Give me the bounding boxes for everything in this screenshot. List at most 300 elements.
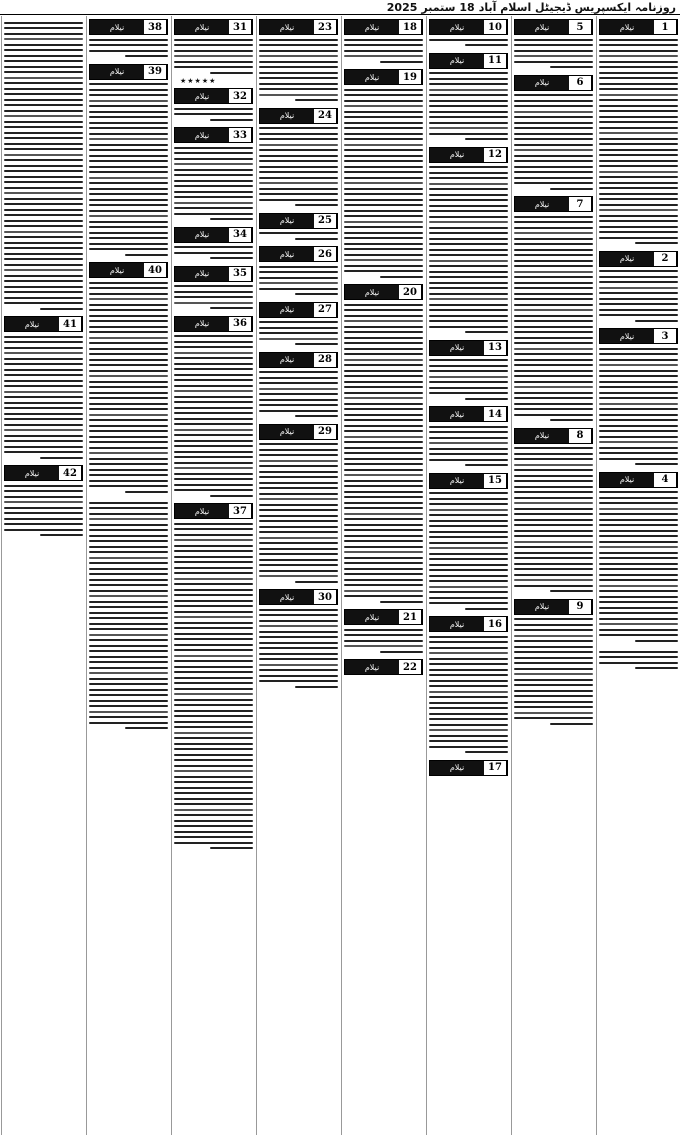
text-line (174, 285, 253, 287)
text-line (514, 568, 593, 570)
text-line (89, 551, 168, 553)
text-line (344, 419, 423, 421)
notice-label: نیلام (345, 285, 399, 299)
text-line (4, 33, 83, 35)
text-line (344, 331, 423, 333)
text-line (514, 585, 593, 587)
text-line (429, 647, 508, 649)
notice-label: نیلام (260, 109, 314, 123)
text-line (89, 237, 168, 239)
notice-number: 40 (144, 263, 167, 277)
text-line (429, 365, 508, 367)
notice-label: نیلام (430, 617, 484, 631)
text-line (514, 673, 593, 675)
text-line (599, 425, 678, 427)
text-line (514, 271, 593, 273)
text-line (550, 419, 593, 421)
text-line (295, 686, 338, 688)
notice-number: 28 (314, 353, 337, 367)
text-line (174, 467, 253, 469)
text-line (429, 271, 508, 273)
text-line (514, 397, 593, 399)
text-line (514, 44, 593, 46)
text-line (89, 144, 168, 146)
notice-header (514, 75, 593, 91)
text-line (4, 159, 83, 161)
text-line (4, 231, 83, 233)
text-line (429, 227, 508, 229)
text-line (429, 320, 508, 322)
text-line (174, 374, 253, 376)
text-line (259, 449, 338, 451)
text-line (429, 205, 508, 207)
text-line (429, 680, 508, 682)
text-line (89, 612, 168, 614)
notice-label: نیلام (600, 329, 654, 343)
text-line (4, 165, 83, 167)
text-line (89, 667, 168, 669)
text-line (89, 386, 168, 388)
text-line (174, 147, 253, 149)
text-line (4, 507, 83, 509)
notice-item (512, 16, 595, 72)
notice-number: 4 (654, 473, 677, 487)
notice-number: 35 (229, 267, 252, 281)
text-line (174, 583, 253, 585)
text-line (4, 99, 83, 101)
text-line (174, 688, 253, 690)
text-line (344, 491, 423, 493)
text-line (344, 348, 423, 350)
text-line (259, 658, 338, 660)
notice-label: نیلام (515, 20, 569, 34)
text-line (174, 754, 253, 756)
notice-body (89, 39, 168, 58)
text-line (599, 574, 678, 576)
text-line (429, 536, 508, 538)
text-line (429, 691, 508, 693)
text-line (344, 237, 423, 239)
text-line (344, 166, 423, 168)
stars-ornament: ★★★★★ (180, 77, 217, 85)
text-line (259, 377, 338, 379)
text-line (4, 424, 83, 426)
text-line (259, 548, 338, 550)
notice-item (427, 50, 510, 144)
text-line (380, 601, 423, 603)
text-line (599, 127, 678, 129)
text-line (174, 352, 253, 354)
notice-number: 9 (569, 600, 592, 614)
text-line (4, 198, 83, 200)
text-line (344, 221, 423, 223)
text-line (429, 105, 508, 107)
text-line (259, 133, 338, 135)
notice-number: 36 (229, 317, 252, 331)
text-line (514, 353, 593, 355)
notice-item (257, 16, 340, 105)
column-8 (1, 16, 85, 1135)
text-line (599, 193, 678, 195)
text-line (4, 496, 83, 498)
notice-number: 41 (59, 317, 82, 331)
notice-body (344, 304, 423, 603)
text-line (174, 622, 253, 624)
text-line (344, 243, 423, 245)
text-line (4, 286, 83, 288)
text-line (429, 183, 508, 185)
notice-item (172, 500, 255, 853)
notice-header (429, 53, 508, 69)
notice-number: 30 (314, 590, 337, 604)
text-line (344, 397, 423, 399)
notice-item (427, 403, 510, 470)
text-line (344, 557, 423, 559)
text-line (514, 557, 593, 559)
text-line (514, 684, 593, 686)
text-line (599, 612, 678, 614)
text-line (514, 706, 593, 708)
text-line (259, 94, 338, 96)
text-line (259, 471, 338, 473)
text-line (174, 163, 253, 165)
text-line (429, 558, 508, 560)
text-line (344, 44, 423, 46)
text-line (514, 282, 593, 284)
notice-header (344, 284, 423, 300)
text-line (344, 573, 423, 575)
text-line (344, 155, 423, 157)
notice-number: 5 (569, 20, 592, 34)
text-line (174, 765, 253, 767)
notice-label: نیلام (5, 466, 59, 480)
text-line (89, 155, 168, 157)
notice-body (429, 359, 508, 400)
text-line (344, 254, 423, 256)
text-line (429, 304, 508, 306)
text-line (174, 770, 253, 772)
text-line (174, 346, 253, 348)
notice-body (174, 523, 253, 850)
notice-number: 26 (314, 247, 337, 261)
text-line (174, 545, 253, 547)
text-line (514, 668, 593, 670)
text-line (174, 528, 253, 530)
notice-header (429, 340, 508, 356)
notice-header (599, 328, 678, 344)
text-line (4, 38, 83, 40)
text-line (635, 667, 678, 669)
text-line (259, 166, 338, 168)
text-line (514, 309, 593, 311)
text-line (599, 176, 678, 178)
text-line (635, 242, 678, 244)
text-line (344, 193, 423, 195)
text-line (174, 169, 253, 171)
text-line (174, 39, 253, 41)
text-line (344, 518, 423, 520)
text-line (89, 650, 168, 652)
text-line (4, 27, 83, 29)
text-line (259, 460, 338, 462)
text-line (429, 100, 508, 102)
notice-body (89, 83, 168, 256)
text-line (4, 385, 83, 387)
text-line (429, 282, 508, 284)
text-line (89, 590, 168, 592)
text-line (514, 480, 593, 482)
text-line (599, 502, 678, 504)
text-line (89, 359, 168, 361)
text-line (259, 609, 338, 611)
notice-label: نیلام (345, 70, 399, 84)
text-line (599, 397, 678, 399)
text-line (429, 177, 508, 179)
text-line (514, 348, 593, 350)
text-line (514, 469, 593, 471)
text-line (514, 695, 593, 697)
text-line (89, 678, 168, 680)
notice-body (599, 39, 678, 245)
text-line (174, 202, 253, 204)
text-line (4, 352, 83, 354)
text-line (89, 177, 168, 179)
text-line (259, 327, 338, 329)
text-line (259, 232, 338, 234)
text-line (344, 403, 423, 405)
notice-header (174, 503, 253, 519)
notice-label: نیلام (260, 20, 314, 34)
text-line (599, 590, 678, 592)
text-line (174, 655, 253, 657)
notice-label: نیلام (600, 252, 654, 266)
text-line (599, 309, 678, 311)
notice-item (257, 105, 340, 210)
text-line (344, 529, 423, 531)
text-line (89, 89, 168, 91)
text-line (429, 254, 508, 256)
text-line (599, 392, 678, 394)
text-line (599, 61, 678, 63)
text-line (259, 443, 338, 445)
text-line (344, 502, 423, 504)
text-line (514, 541, 593, 543)
notice-body (344, 39, 423, 63)
text-line (259, 149, 338, 151)
text-line (344, 259, 423, 261)
text-line (514, 138, 593, 140)
text-line (174, 611, 253, 613)
text-line (174, 556, 253, 558)
text-line (4, 369, 83, 371)
text-line (259, 188, 338, 190)
text-line (465, 331, 508, 333)
text-line (344, 441, 423, 443)
text-line (174, 605, 253, 607)
text-line (514, 238, 593, 240)
text-line (550, 723, 593, 725)
text-line (514, 105, 593, 107)
text-line (514, 364, 593, 366)
text-line (4, 176, 83, 178)
notice-number: 21 (399, 610, 422, 624)
text-line (259, 680, 338, 682)
text-line (210, 847, 253, 849)
notice-header (514, 19, 593, 35)
text-line (89, 700, 168, 702)
text-line (4, 518, 83, 520)
text-line (4, 523, 83, 525)
notice-item (87, 496, 170, 733)
text-line (514, 122, 593, 124)
notice-item (597, 325, 680, 469)
text-line (599, 292, 678, 294)
text-line (599, 557, 678, 559)
text-line (89, 309, 168, 311)
text-line (4, 225, 83, 227)
text-line (295, 238, 338, 240)
text-line (514, 546, 593, 548)
text-line (89, 243, 168, 245)
text-line (174, 809, 253, 811)
text-line (599, 132, 678, 134)
notice-label: نیلام (600, 473, 654, 487)
notice-header (259, 302, 338, 318)
notice-item (597, 469, 680, 646)
text-line (344, 315, 423, 317)
text-line (259, 542, 338, 544)
text-line (174, 792, 253, 794)
text-line (599, 66, 678, 68)
text-line (89, 507, 168, 509)
text-line (174, 50, 253, 52)
notice-header (174, 127, 253, 143)
text-line (429, 531, 508, 533)
text-line (4, 104, 83, 106)
text-line (344, 210, 423, 212)
text-line (599, 187, 678, 189)
notice-header (259, 19, 338, 35)
notice-header (344, 609, 423, 625)
text-line (174, 363, 253, 365)
text-line (429, 210, 508, 212)
text-line (174, 682, 253, 684)
text-line (259, 454, 338, 456)
text-line (174, 185, 253, 187)
text-line (89, 100, 168, 102)
text-line (4, 275, 83, 277)
text-line (429, 520, 508, 522)
text-line (429, 127, 508, 129)
text-line (550, 188, 593, 190)
text-line (259, 531, 338, 533)
text-line (514, 486, 593, 488)
text-line (4, 214, 83, 216)
text-line (174, 589, 253, 591)
text-line (259, 83, 338, 85)
text-line (174, 776, 253, 778)
notice-item (427, 613, 510, 757)
notice-body (174, 39, 253, 74)
text-line (89, 111, 168, 113)
text-line (89, 705, 168, 707)
text-line (514, 530, 593, 532)
text-line (344, 199, 423, 201)
column-6 (171, 16, 255, 1135)
text-line (599, 160, 678, 162)
text-line (174, 616, 253, 618)
text-line (4, 280, 83, 282)
text-line (514, 502, 593, 504)
text-line (514, 171, 593, 173)
notice-header (174, 266, 253, 282)
text-line (599, 50, 678, 52)
text-line (344, 579, 423, 581)
text-line (344, 408, 423, 410)
text-line (635, 320, 678, 322)
notice-header (89, 262, 168, 278)
text-line (259, 509, 338, 511)
text-line (429, 453, 508, 455)
text-line (89, 403, 168, 405)
text-line (210, 218, 253, 220)
text-line (429, 674, 508, 676)
text-line (259, 77, 338, 79)
notice-number: 23 (314, 20, 337, 34)
text-line (174, 578, 253, 580)
notice-body (174, 108, 253, 121)
text-line (429, 503, 508, 505)
notice-header (344, 19, 423, 35)
notice-header (174, 19, 253, 35)
text-line (344, 105, 423, 107)
text-line (514, 315, 593, 317)
text-line (89, 568, 168, 570)
text-line (429, 431, 508, 433)
text-line (344, 513, 423, 515)
text-line (4, 49, 83, 51)
notice-item (257, 421, 340, 587)
text-line (4, 363, 83, 365)
text-line (429, 326, 508, 328)
text-line (599, 348, 678, 350)
text-line (174, 561, 253, 563)
notice-item (342, 281, 425, 606)
text-line (89, 529, 168, 531)
text-line (89, 661, 168, 663)
notice-header (259, 213, 338, 229)
notice-header (429, 147, 508, 163)
text-line (599, 452, 678, 454)
text-line (4, 402, 83, 404)
notice-number: 27 (314, 303, 337, 317)
text-line (125, 727, 168, 729)
text-line (429, 94, 508, 96)
text-line (174, 737, 253, 739)
notice-label: نیلام (515, 600, 569, 614)
text-line (429, 569, 508, 571)
text-line (599, 519, 678, 521)
notice-item (427, 144, 510, 337)
notice-item (2, 313, 85, 462)
text-line (259, 271, 338, 273)
text-line (174, 191, 253, 193)
text-line (599, 524, 678, 526)
text-line (174, 412, 253, 414)
notice-body (259, 39, 338, 102)
notice-body (429, 39, 508, 47)
text-line (174, 831, 253, 833)
